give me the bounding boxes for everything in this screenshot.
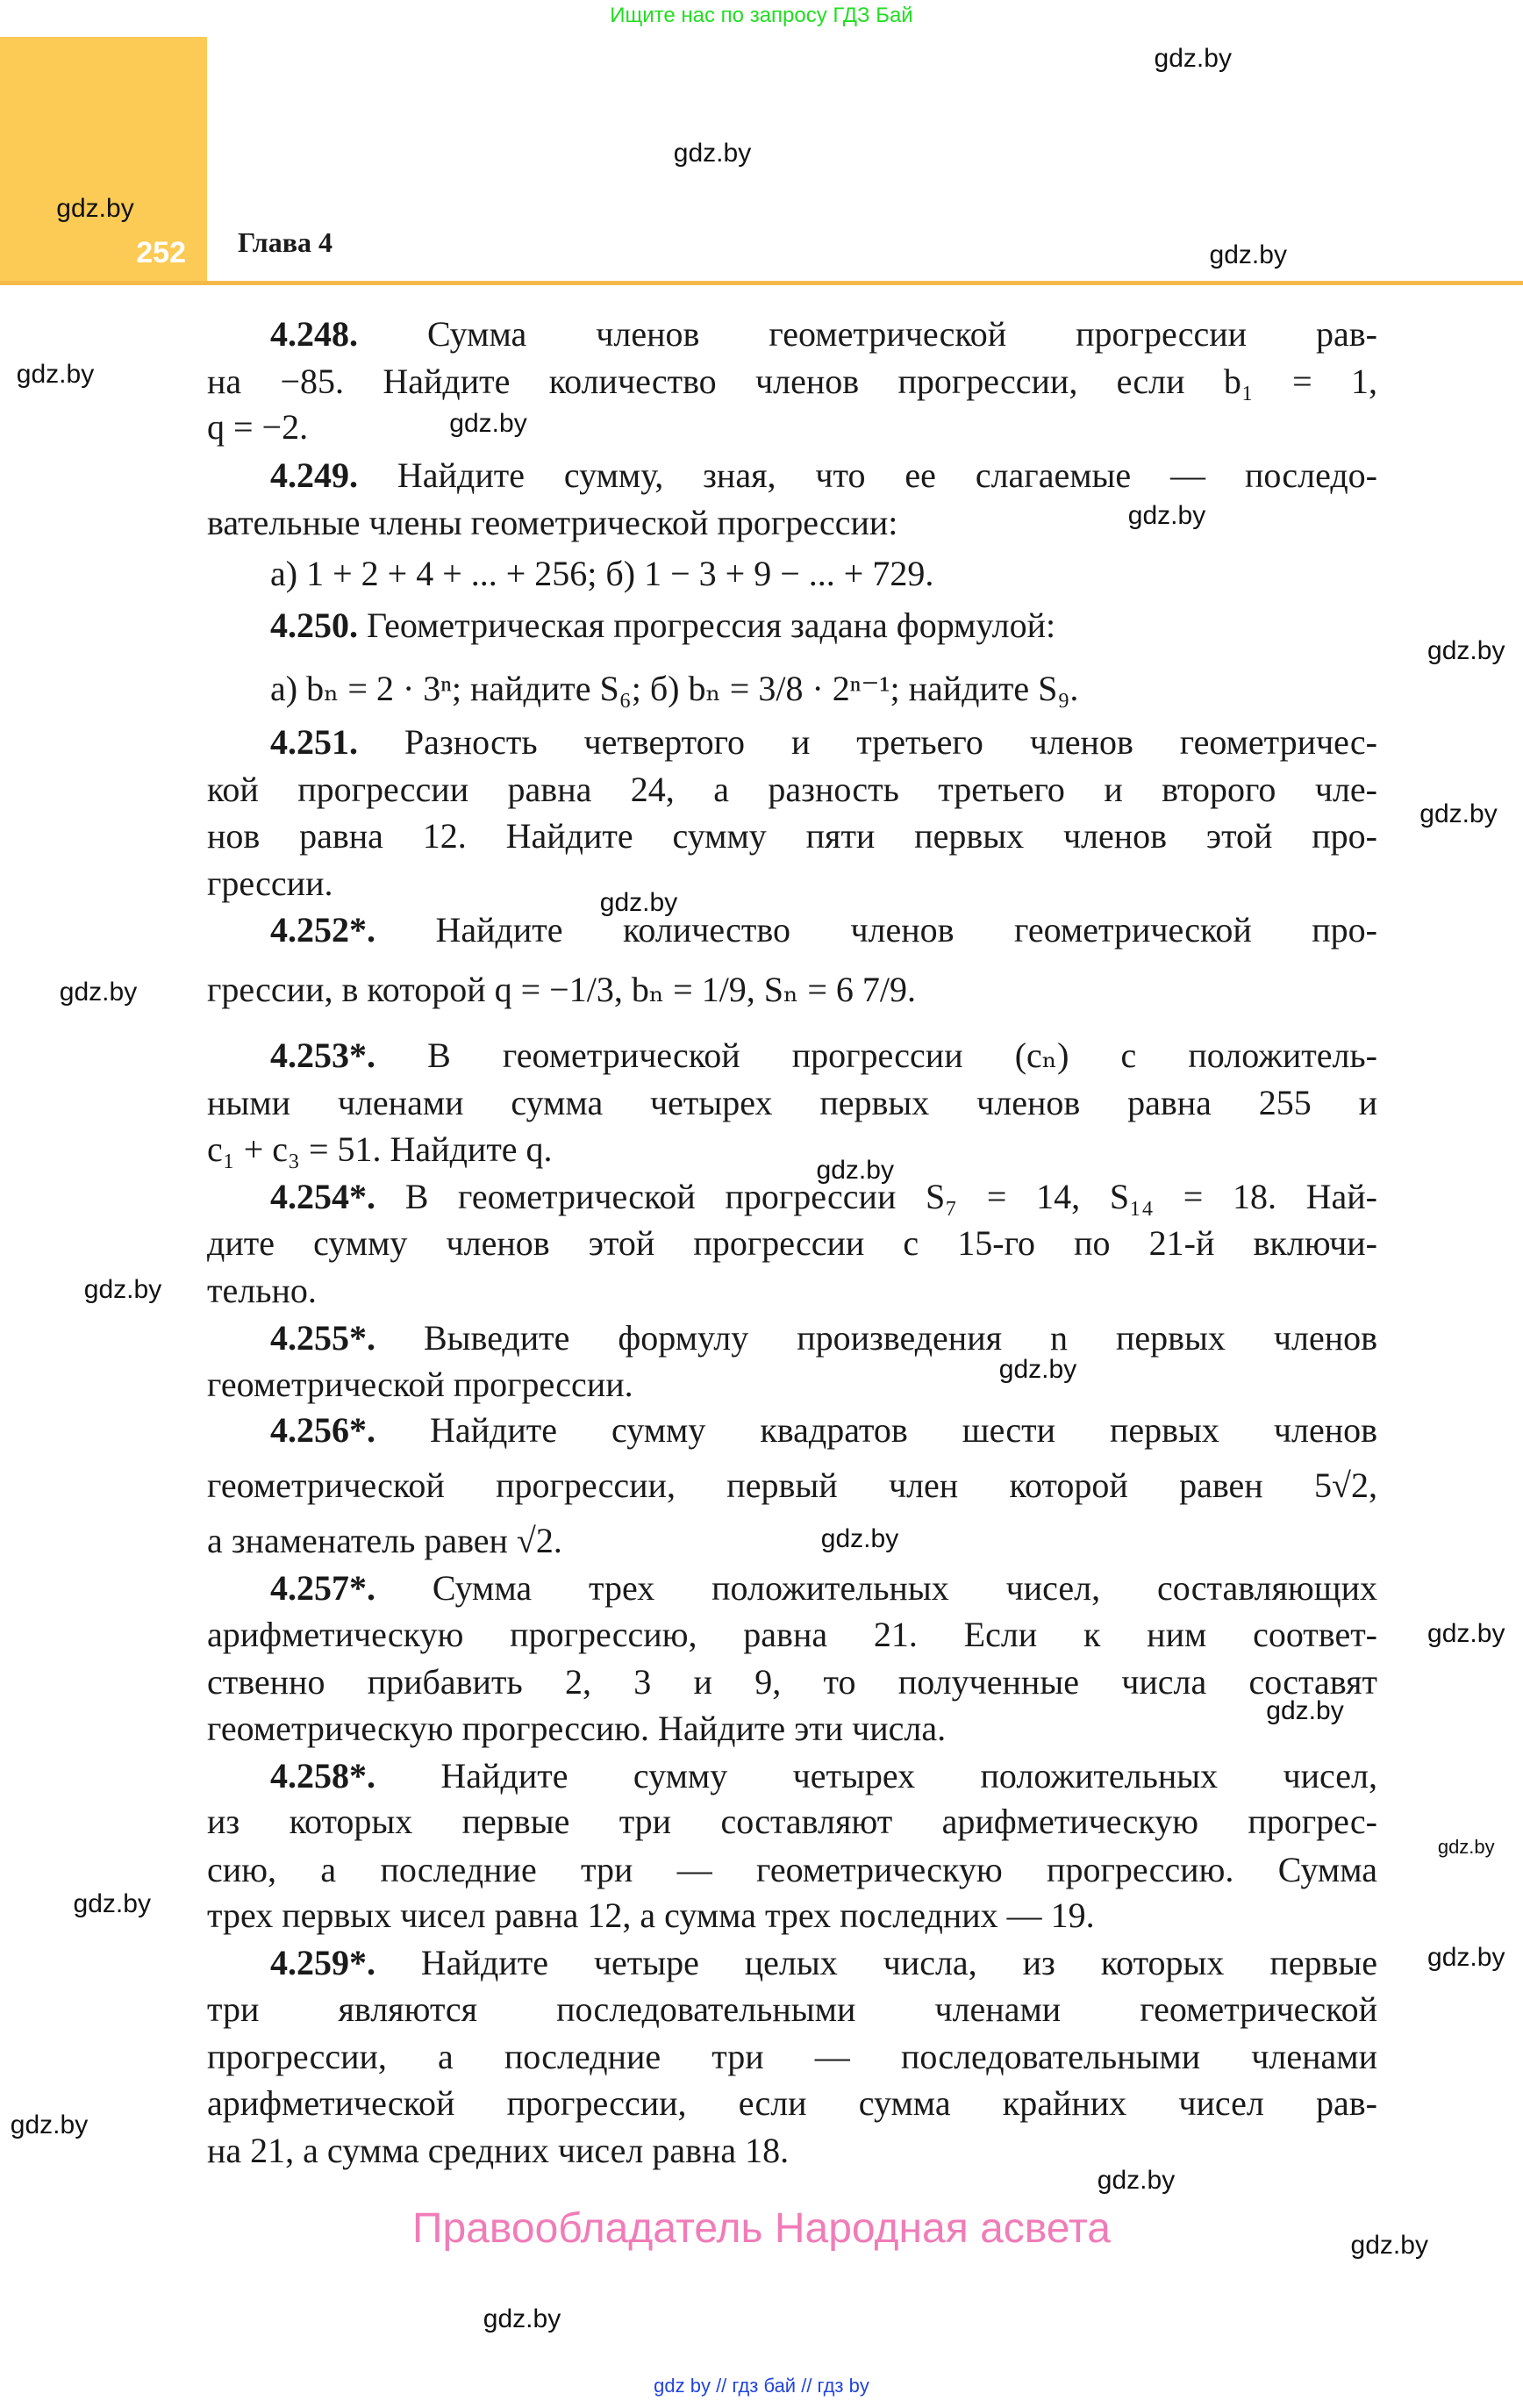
problem-line [207,2080,1377,2126]
problem-first-line [270,311,1377,357]
problem-line [270,550,1377,597]
watermark: gdz.by [483,2304,561,2333]
watermark: gdz.by [1427,636,1505,665]
line-text: Найдите четыре целых числа, из которых первые [375,1943,1377,1983]
line-text: q = −2. [207,407,309,448]
problem-line [207,1079,1377,1126]
problem-first-line [270,1939,1377,1986]
problem-first-line [270,719,1377,765]
line-text: трех первых чисел равна 12, а сумма трех последних — 19. [207,1896,1095,1935]
watermark: gdz.by [1350,2230,1428,2260]
line-text: Найдите сумму квадратов шести первых членов [375,1410,1377,1450]
line-text: арифметической прогрессии, если сумма крайних чисел рав- [207,2082,1377,2123]
problem-first-line [270,1407,1377,1453]
problem-line [207,1986,1377,2032]
problem-number: 4.251. [270,722,358,762]
watermark: gdz.by [1419,799,1498,828]
watermark: gdz.by [1427,1619,1505,1648]
problem-line [207,1798,1377,1845]
footer-links[interactable]: gdz by // гдз бай // гдз by [654,2375,869,2397]
line-text: геометрической прогрессии. [207,1364,633,1404]
watermark: gdz.by [820,1523,899,1553]
line-text: c₁ + c₃ = 51. Найдите q. [207,1129,553,1169]
problem-line [207,1220,1377,1266]
line-text: геометрическую прогрессию. Найдите эти числа. [207,1708,947,1748]
line-text: из которых первые три составляют арифметическую прогрес- [207,1802,1377,1842]
line-text: прогрессии, а последние три — последовательными членами [207,2037,1377,2076]
chapter-title: Глава 4 [238,226,332,258]
problem-line [270,665,1377,712]
problem-first-line [270,602,1377,649]
page-number-block [0,37,207,283]
problem-line [207,1659,1377,1705]
line-text: Выведите формулу произведения n первых членов [375,1318,1377,1358]
problem-number: 4.249. [270,455,358,495]
problem-line [207,1361,1377,1408]
problem-first-line [270,1752,1377,1799]
problem-number: 4.255*. [270,1318,375,1358]
problem-line [207,766,1377,813]
problem-line [207,1462,1377,1509]
line-text: на 21, а сумма средних чисел равна 18. [207,2130,790,2170]
watermark: gdz.by [1209,240,1287,269]
line-text: Сумма членов геометрической прогрессии рав- [358,313,1377,354]
problem-line [207,1267,1377,1314]
watermark: gdz.by [73,1889,151,1918]
search-banner[interactable]: Ищите нас по запросу ГДЗ Бай [610,4,913,27]
problem-line [207,1611,1377,1658]
line-text: геометрической прогрессии, первый член которой равен 5√2, [207,1466,1377,1505]
watermark: gdz.by [998,1355,1077,1384]
line-text: ными членами сумма четырех первых членов равна 255 и [207,1083,1377,1123]
watermark: gdz.by [449,409,527,438]
line-text: а знаменатель равен √2. [207,1521,562,1560]
watermark: gdz.by [1154,43,1232,73]
problem-line [207,358,1377,405]
line-text: арифметическую прогрессию, равна 21. Если к ним соответ- [207,1614,1377,1654]
problem-number: 4.254*. [270,1177,375,1216]
watermark: gdz.by [1097,2166,1176,2195]
watermark: gdz.by [56,194,134,223]
problem-line [207,1517,1377,1564]
line-text: три являются последовательными членами геометрической [207,1989,1377,2029]
line-text: Разность четвертого и третьего членов геометричес- [358,722,1377,762]
problem-first-line [270,907,1377,953]
problem-line [207,966,1377,1013]
watermark: gdz.by [59,977,138,1007]
problem-number: 4.248. [270,313,358,354]
problem-line [207,1892,1377,1939]
line-text: кой прогрессии равна 24, а разность третьего и второго чле- [207,770,1377,810]
watermark: gdz.by [1437,1836,1495,1859]
line-text: Найдите сумму четырех положительных чисел, [375,1755,1377,1795]
problem-number: 4.257*. [270,1568,375,1609]
line-text: на −85. Найдите количество членов прогрессии, если b₁ = 1, [207,361,1377,401]
line-text: Геометрическая прогрессия задана формулой: [358,606,1056,645]
line-text: Сумма трех положительных чисел, составляющих [375,1568,1377,1609]
problem-first-line [270,1032,1377,1079]
line-text: нов равна 12. Найдите сумму пяти первых членов этой про- [207,815,1377,856]
line-text: ственно прибавить 2, 3 и 9, то полученные числа составят [207,1662,1377,1702]
watermark: gdz.by [1127,501,1206,530]
problem-line [207,1705,1377,1752]
problem-number: 4.258*. [270,1755,375,1795]
problem-number: 4.253*. [270,1036,375,1075]
line-text: сию, а последние три — геометрическую прогрессию. Сумма [207,1849,1377,1889]
page-number: 252 [136,236,186,269]
watermark: gdz.by [599,888,678,917]
line-text: а) bₙ = 2 · 3ⁿ; найдите S₆; б) bₙ = 3/8 · 2ⁿ⁻¹; найдите S₉. [270,668,1079,708]
problem-line [207,1846,1377,1893]
watermark: gdz.by [83,1275,162,1304]
problem-number: 4.259*. [270,1943,375,1983]
problem-first-line [270,452,1377,498]
line-text: грессии. [207,864,333,903]
problem-number: 4.256*. [270,1410,375,1450]
problem-line [207,860,1377,907]
copyright-notice: Правообладатель Народная асвета [412,2205,1111,2252]
watermark: gdz.by [1266,1695,1344,1725]
problem-number: 4.252*. [270,909,375,950]
problem-line [207,2127,1377,2174]
problem-line [207,404,1377,450]
line-text: грессии, в которой q = −1/3, bₙ = 1/9, Sₙ = 6 7/9. [207,969,917,1009]
line-text: В геометрической прогрессии S₇ = 14, S₁₄ = 18. Най- [375,1177,1377,1216]
header-divider [0,281,1523,285]
watermark: gdz.by [10,2111,89,2139]
watermark: gdz.by [1427,1943,1505,1973]
watermark: gdz.by [16,360,95,389]
problem-line [207,813,1377,859]
line-text: а) 1 + 2 + 4 + ... + 256; б) 1 − 3 + 9 − ... + 729. [270,553,934,593]
problem-first-line [270,1565,1377,1611]
line-text: Найдите сумму, зная, что ее слагаемые — последо- [358,455,1377,495]
line-text: Найдите количество членов геометрической про- [375,909,1377,950]
line-text: В геометрической прогрессии (cₙ) с положитель- [375,1036,1377,1075]
problem-first-line [270,1315,1377,1361]
line-text: дите сумму членов этой прогрессии с 15-го по 21-й включи- [207,1222,1377,1263]
problem-line [207,1126,1377,1172]
line-text: вательные члены геометрической прогрессии: [207,502,898,542]
problem-line [207,2033,1377,2080]
line-text: тельно. [207,1270,317,1310]
problem-number: 4.250. [270,606,358,645]
watermark: gdz.by [816,1155,894,1185]
watermark: gdz.by [673,139,752,168]
